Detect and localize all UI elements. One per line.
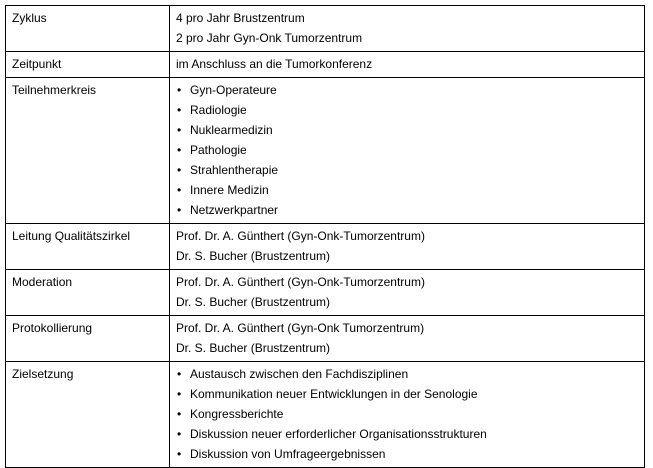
row-value [170,362,645,468]
list-item: • Strahlentherapie [176,160,638,180]
row-label: Zeitpunkt [6,52,170,78]
row-value [170,52,645,78]
list-item: • Kommunikation neuer Entwicklungen in der Senologie [176,384,638,404]
value-line: Prof. Dr. A. Günthert (Gyn-Onk-Tumorzentrum) [176,229,425,243]
list-item: • Gyn-Operateure [176,80,638,100]
value-line: 2 pro Jahr Gyn-Onk Tumorzentrum [176,31,363,45]
row-label: Zyklus [6,6,170,52]
bullet-list [176,364,638,464]
table-row [6,270,645,316]
value-line: Dr. S. Bucher (Brustzentrum) [176,341,331,355]
table-row [6,78,645,224]
row-label: Teilnehmerkreis [6,78,170,224]
value-line: 4 pro Jahr Brustzentrum [176,11,305,25]
value-line: Prof. Dr. A. Günthert (Gyn-Onk-Tumorzentrum) [176,275,425,289]
row-value [170,316,645,362]
list-item: • Diskussion neuer erforderlicher Organisationsstrukturen [176,424,638,444]
list-item: • Diskussion von Umfrageergebnissen [176,444,638,464]
list-item: • Innere Medizin [176,180,638,200]
row-value [170,270,645,316]
value-line: Prof. Dr. A. Günthert (Gyn-Onk Tumorzentrum) [176,321,425,335]
list-item: • Austausch zwischen den Fachdisziplinen [176,364,638,384]
list-item: • Pathologie [176,140,638,160]
table-row [6,362,645,468]
table-row [6,6,645,52]
value-line: Dr. S. Bucher (Brustzentrum) [176,249,331,263]
list-item: • Netzwerkpartner [176,200,638,220]
list-item: • Radiologie [176,100,638,120]
table-row [6,224,645,270]
row-label: Protokollierung [6,316,170,362]
table-row [6,316,645,362]
row-label: Moderation [6,270,170,316]
row-value [170,6,645,52]
row-label: Leitung Qualitätszirkel [6,224,170,270]
value-line: im Anschluss an die Tumorkonferenz [176,57,373,71]
row-value [170,78,645,224]
value-line: Dr. S. Bucher (Brustzentrum) [176,295,331,309]
list-item: • Nuklearmedizin [176,120,638,140]
info-table [5,5,645,468]
row-label: Zielsetzung [6,362,170,468]
list-item: • Kongressberichte [176,404,638,424]
bullet-list [176,80,638,220]
row-value [170,224,645,270]
table-row [6,52,645,78]
